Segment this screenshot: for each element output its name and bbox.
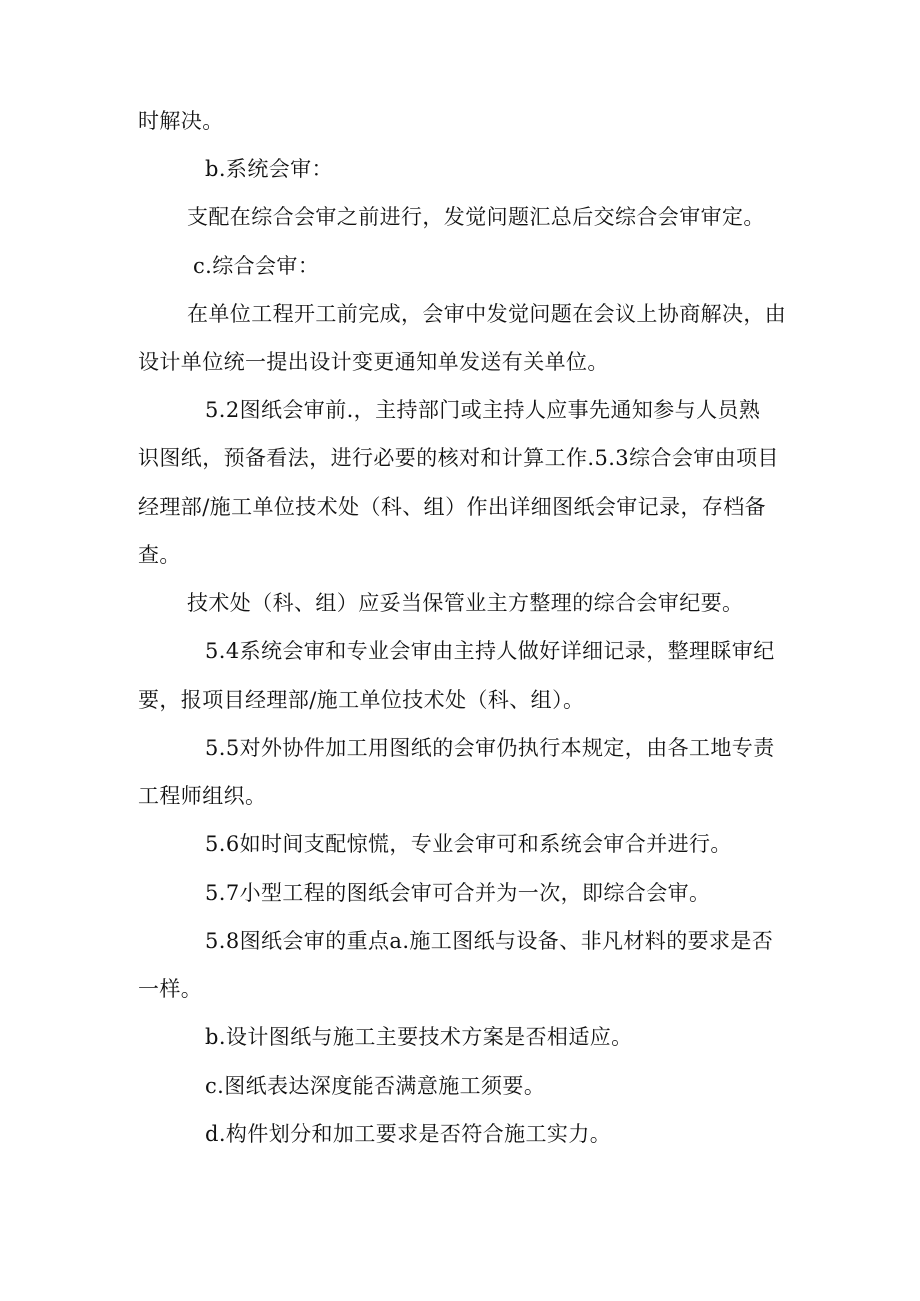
text-line-4: c.综合会审： xyxy=(193,254,320,278)
text-line-7: 5.2图纸会审前.，主持部门或主持人应事先通知参与人员熟 xyxy=(205,398,761,422)
text-line-16: 5.6如时间支配惊慌，专业会审可和系统会审合并进行。 xyxy=(205,832,732,856)
text-line-14: 5.5对外协件加工用图纸的会审仍执行本规定，由各工地专责 xyxy=(205,736,775,760)
text-line-3: 支配在综合会审之前进行，发觉问题汇总后交综合会审审定。 xyxy=(187,205,765,229)
text-line-6: 设计单位统一提出设计变更通知单发送有关单位。 xyxy=(138,350,609,374)
text-line-17: 5.7小型工程的图纸会审可合并为一次，即综合会审。 xyxy=(205,881,711,905)
text-line-1: 时解决。 xyxy=(138,109,224,133)
text-line-19: 一样。 xyxy=(138,977,203,1001)
text-line-2: b.系统会审： xyxy=(205,157,333,181)
text-line-22: d.构件划分和加工要求是否符合施工实力。 xyxy=(205,1122,612,1146)
text-line-9: 经理部/施工单位技术处（科、组）作出详细图纸会审记录，存档备 xyxy=(138,495,767,519)
text-line-5: 在单位工程开工前完成，会审中发觉问题在会议上协商解决，由 xyxy=(187,302,787,326)
text-line-8: 识图纸，预备看法，进行必要的核对和计算工作.5.3综合会审由项目 xyxy=(138,446,779,470)
text-line-21: c.图纸表达深度能否满意施工须要。 xyxy=(205,1074,546,1098)
text-line-18: 5.8图纸会审的重点a.施工图纸与设备、非凡材料的要求是否 xyxy=(205,929,774,953)
text-line-15: 工程师组织。 xyxy=(138,784,267,808)
text-line-20: b.设计图纸与施工主要技术方案是否相适应。 xyxy=(205,1025,633,1049)
text-line-10: 查。 xyxy=(138,543,181,567)
text-line-11: 技术处（科、组）应妥当保管业主方整理的综合会审纪要。 xyxy=(187,591,744,615)
text-line-12: 5.4系统会审和专业会审由主持人做好详细记录，整理睬审纪 xyxy=(205,639,775,663)
text-line-13: 要，报项目经理部/施工单位技术处（科、组）。 xyxy=(138,688,585,712)
